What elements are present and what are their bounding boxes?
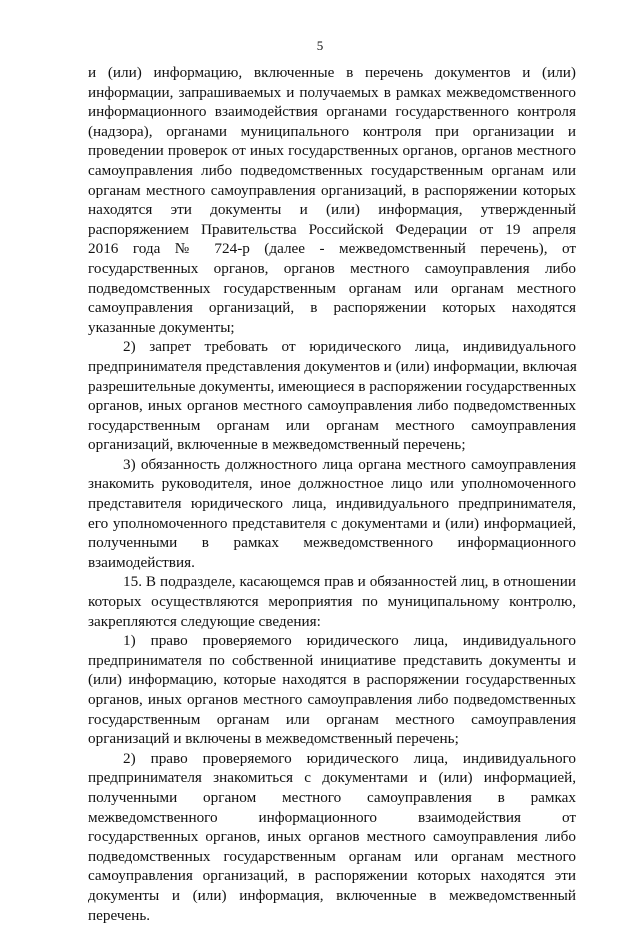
text-line: организаций и включены в межведомственный перечень; xyxy=(88,730,459,748)
text-line: государственным органам или органам местного самоуправления xyxy=(88,710,576,728)
text-line: органов, иных органов местного самоуправления либо подведомственных xyxy=(88,397,576,415)
text-line: органам местного самоуправления организаций, в распоряжении которых xyxy=(88,181,576,199)
text-line: и (или) информацию, включенные в перечень документов и (или) xyxy=(88,64,576,81)
text-line: 3) обязанность должностного лица органа местного самоуправления xyxy=(123,455,576,473)
text-line: информации, запрашиваемых и получаемых в рамках межведомственного xyxy=(88,83,576,101)
text-line: проведении проверок от иных государственных органов, органов местного xyxy=(88,142,576,160)
text-line: находятся эти документы и (или) информация, утвержденный xyxy=(88,201,576,219)
text-line: документы и (или) информация, включенные в межведомственный xyxy=(88,886,576,904)
text-line: (надзора), органами муниципального контроля при организации и xyxy=(88,122,576,140)
text-line: органов, иных органов местного самоуправления либо подведомственных xyxy=(88,691,576,708)
text-line: самоуправления либо подведомственных государственным органам или xyxy=(88,161,576,179)
text-line: взаимодействия. xyxy=(88,553,195,571)
text-line: 1) право проверяемого юридического лица, индивидуального xyxy=(123,632,576,650)
text-line: закрепляются следующие сведения: xyxy=(88,612,321,630)
text-line: перечень. xyxy=(88,906,151,924)
text-line: полученными органом местного самоуправления в рамках xyxy=(88,788,576,806)
text-line: представителя юридического лица, индивидуального предпринимателя, xyxy=(88,495,576,513)
text-line: информационного взаимодействия органами государственного контроля xyxy=(88,103,576,121)
page-number: 5 xyxy=(316,38,324,53)
text-line: межведомственного информационного взаимодействия от xyxy=(88,808,576,826)
text-line: 2) запрет требовать от юридического лица, индивидуального xyxy=(123,338,576,356)
text-line: разрешительные документы, имеющиеся в распоряжении государственных xyxy=(88,377,577,395)
text-line: государственных органов, иных органов местного самоуправления либо xyxy=(88,828,576,846)
text-line: подведомственных государственным органам или органам местного xyxy=(88,847,576,865)
text-line: 2016 года № 724-р (далее - межведомственный перечень), от xyxy=(88,240,576,258)
text-line: 15. В подразделе, касающемся прав и обязанностей лиц, в отношении xyxy=(123,573,576,591)
text-line: которых осуществляются мероприятия по муниципальному контролю, xyxy=(88,593,576,611)
document-body xyxy=(88,63,576,925)
text-line: предпринимателя знакомиться с документами и (или) информацией, xyxy=(88,769,576,787)
text-line: полученными в рамках межведомственного информационного xyxy=(88,534,576,552)
text-line: государственным органам или органам местного самоуправления xyxy=(88,416,576,434)
text-line: предпринимателя представления документов и (или) информации, включая xyxy=(88,357,577,375)
text-line: распоряжением Правительства Российской Федерации от 19 апреля xyxy=(88,220,576,238)
text-line: его уполномоченного представителя с документами и (или) информацией, xyxy=(88,514,576,532)
text-line: указанные документы; xyxy=(88,318,235,336)
text-line: (или) информацию, которые находятся в распоряжении государственных xyxy=(88,671,576,689)
text-line: знакомить руководителя, иное должностное лицо или уполномоченного xyxy=(88,475,576,493)
text-line: государственных органов, органов местного самоуправления либо xyxy=(88,259,576,277)
text-line: самоуправления организаций, в распоряжении которых находятся эти xyxy=(88,867,576,885)
text-line: 2) право проверяемого юридического лица, индивидуального xyxy=(123,749,576,767)
text-line: предпринимателя по собственной инициативе представить документы и xyxy=(88,651,576,669)
text-line: самоуправления организаций, в распоряжении которых находятся xyxy=(88,299,576,317)
text-line: подведомственных государственным органам или органам местного xyxy=(88,279,576,297)
text-line: организаций, включенные в межведомственный перечень; xyxy=(88,436,466,454)
